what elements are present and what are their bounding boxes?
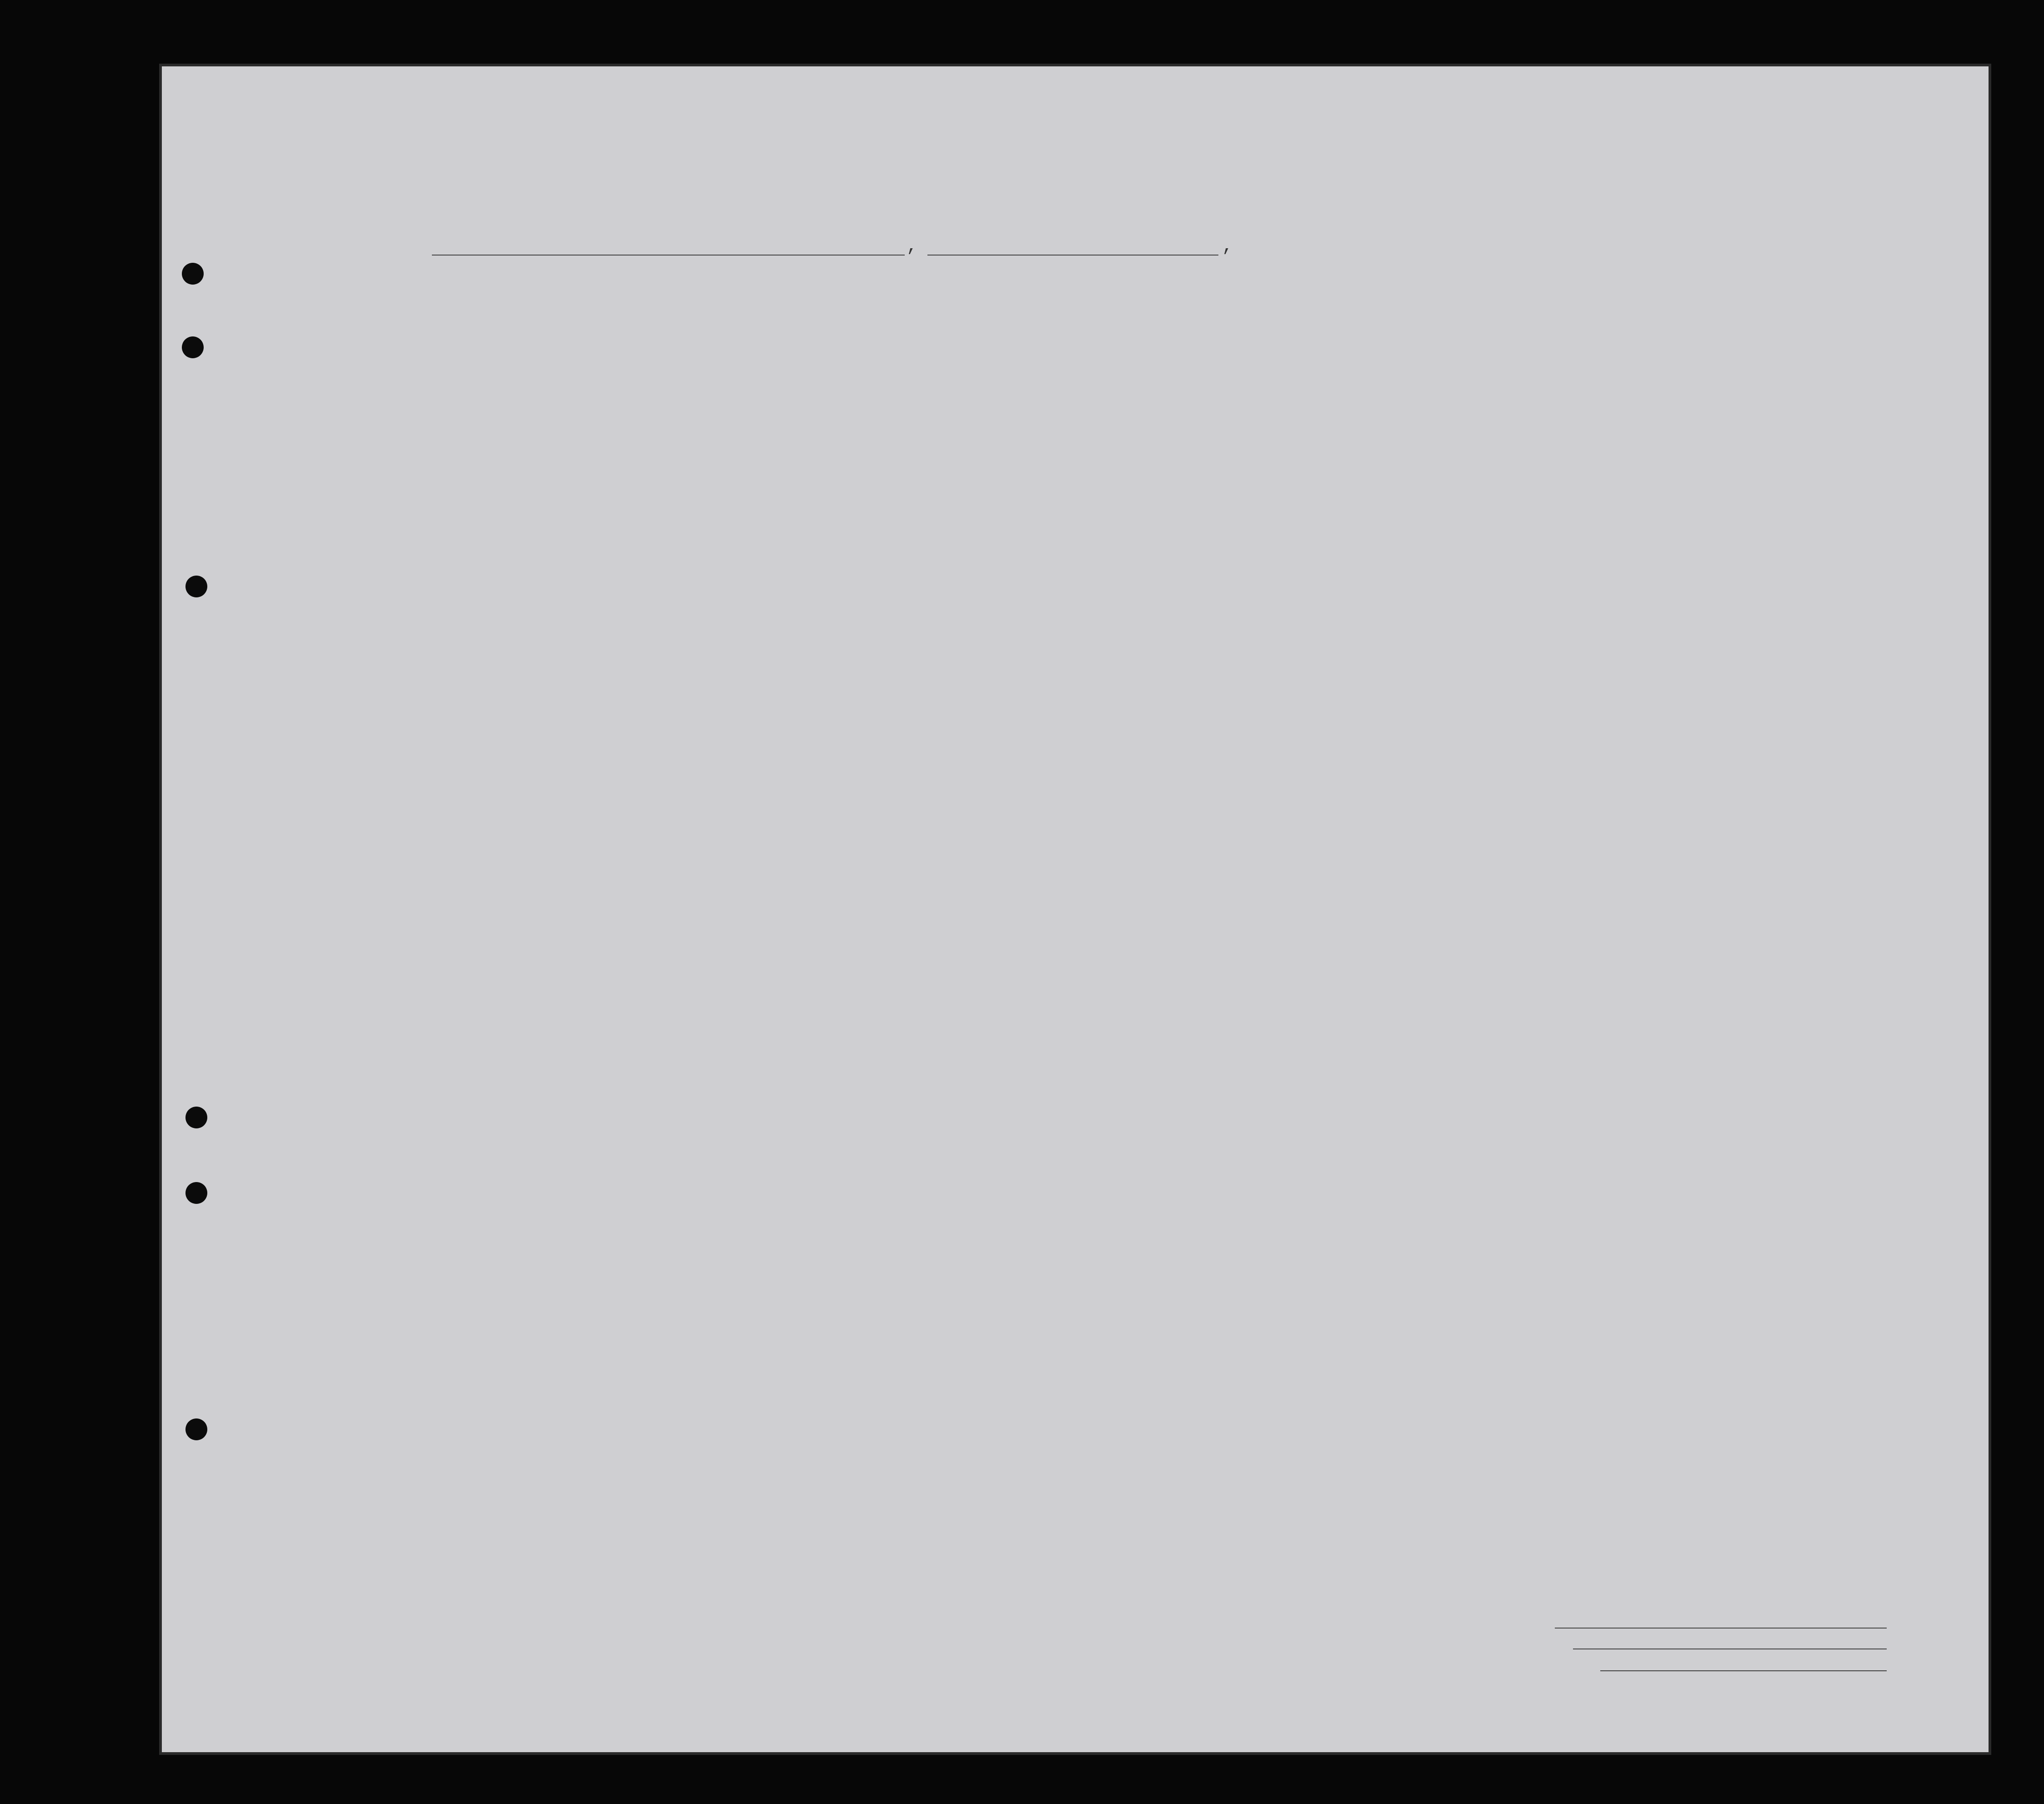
comma: , bbox=[1222, 236, 1233, 257]
comma: , bbox=[907, 236, 918, 257]
line-signature-line bbox=[1555, 1628, 1887, 1629]
agents-signature-line bbox=[1600, 1670, 1887, 1671]
